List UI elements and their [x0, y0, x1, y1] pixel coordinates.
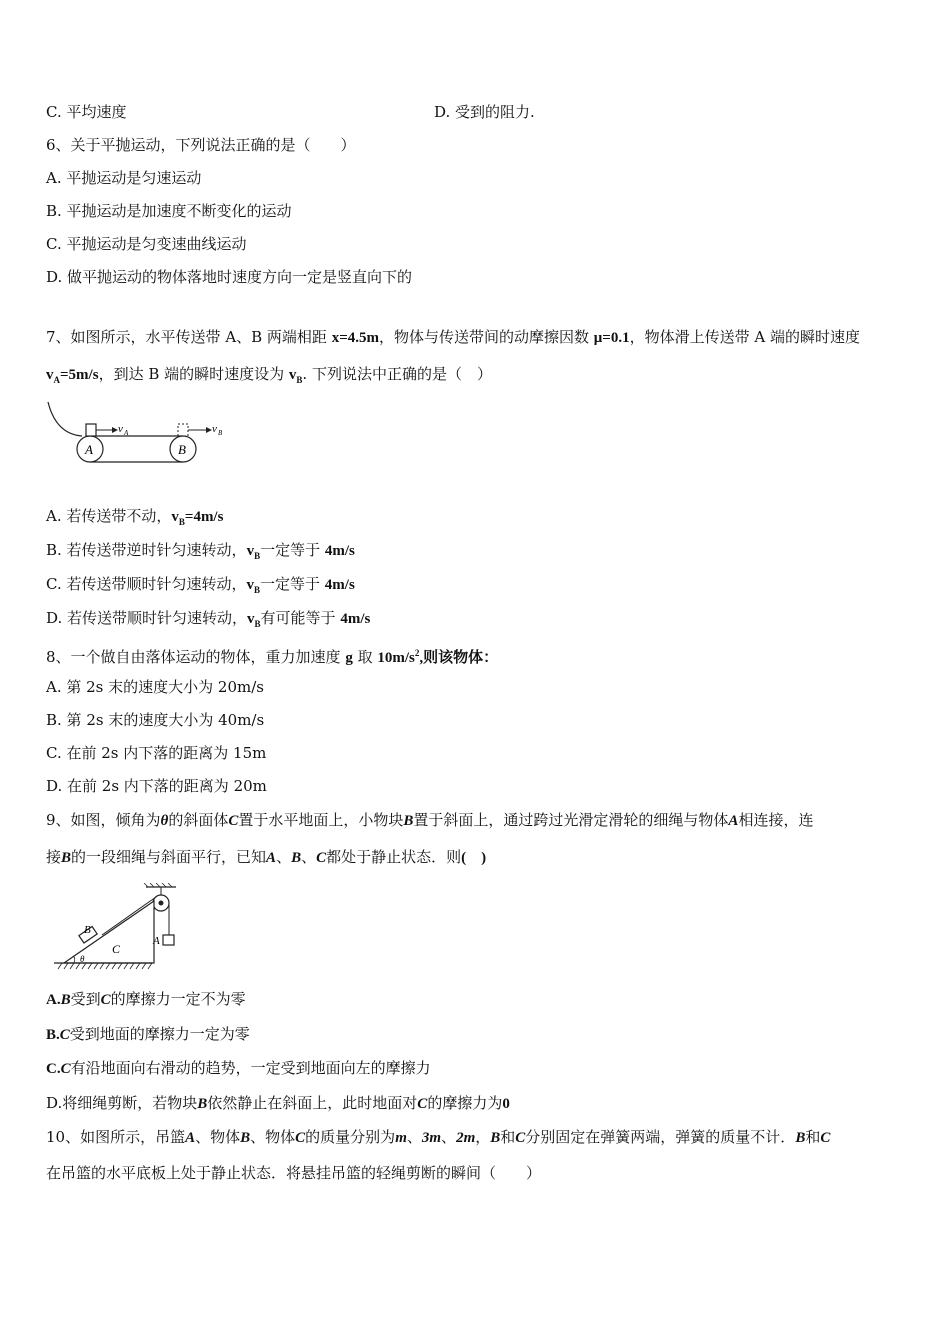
q5-option-c: C. 平均速度 [46, 103, 127, 121]
block-b-label: B [84, 924, 91, 936]
q7-stem-line1: 7、如图所示，水平传送带 A、B 两端相距 x=4.5m，物体与传送带间的动摩擦因数 μ=0.1，物体滑上传送带 A 端的瞬时速度 [46, 328, 860, 346]
q7-stem-line2: $v_A=5m/s$，到达 B 端的瞬时速度设为 $v_B$. 下列说法中正确的是（ ） [46, 365, 492, 385]
q9-stem-line2: 接B的一段细绳与斜面平行，已知A、B、C都处于静止状态．则( ) [46, 848, 487, 866]
incline-pulley-figure [46, 883, 186, 973]
incline-c-label: C [112, 942, 121, 956]
pulley-b-label: B [178, 442, 186, 457]
q8-option-b: B. 第 2s 末的速度大小为 40m/s [46, 711, 265, 729]
theta-label: θ [80, 954, 85, 964]
q10-stem-line1: 10、如图所示，吊篮A、物体B、物体C的质量分别为m、3m、2m，B和C分别固定在弹簧两端，弹簧的质量不计．B和C [46, 1128, 831, 1146]
q5-option-d: D. 受到的阻力. [434, 103, 535, 121]
pulley-a-label: A [85, 442, 93, 457]
svg-text:B: B [218, 429, 223, 437]
q8-stem: 8、一个做自由落体运动的物体，重力加速度 g 取 $10m/s^2$,则该物体： [46, 648, 499, 666]
q9-stem-line1: 9、如图，倾角为θ的斜面体C置于水平地面上，小物块B置于斜面上，通过跨过光滑定滑轮的细绳与物体A相连接，连 [46, 811, 814, 829]
q6-stem: 6、关于平抛运动，下列说法正确的是（ ） [46, 136, 356, 154]
q8-option-c: C. 在前 2s 内下落的距离为 15m [46, 744, 267, 762]
q7-option-d: D. 若传送带顺时针匀速转动，$v_B$有可能等于 4m/s [46, 609, 371, 629]
q6-option-a: A. 平抛运动是匀速运动 [46, 169, 202, 187]
q8-option-d: D. 在前 2s 内下落的距离为 20m [46, 777, 267, 795]
q10-stem-line2: 在吊篮的水平底板上处于静止状态．将悬挂吊篮的轻绳剪断的瞬间（ ） [46, 1164, 542, 1182]
q9-option-c: C.C有沿地面向右滑动的趋势，一定受到地面向左的摩擦力 [46, 1059, 431, 1077]
q7-option-b: B. 若传送带逆时针匀速转动，$v_B$一定等于 4m/s [46, 541, 355, 561]
q7-option-a: A. 若传送带不动，$v_B=4m/s$ [46, 507, 224, 527]
q6-option-b: B. 平抛运动是加速度不断变化的运动 [46, 202, 292, 220]
q8-option-a: A. 第 2s 末的速度大小为 20m/s [46, 678, 264, 696]
q7-option-c: C. 若传送带顺时针匀速转动，$v_B$一定等于 4m/s [46, 575, 355, 595]
block-a-label: A [153, 935, 160, 947]
svg-text:A: A [124, 429, 129, 437]
q9-option-b: B.C受到地面的摩擦力一定为零 [46, 1025, 250, 1043]
q6-option-c: C. 平抛运动是匀变速曲线运动 [46, 235, 247, 253]
svg-text:v: v [118, 423, 123, 435]
q6-option-d: D. 做平抛运动的物体落地时速度方向一定是竖直向下的 [46, 268, 413, 286]
q9-option-d: D.将细绳剪断，若物块B依然静止在斜面上，此时地面对C的摩擦力为0 [46, 1094, 510, 1112]
conveyor-belt-figure [46, 396, 236, 468]
svg-text:v: v [212, 423, 217, 435]
q9-option-a: A.B受到C的摩擦力一定不为零 [46, 990, 246, 1008]
